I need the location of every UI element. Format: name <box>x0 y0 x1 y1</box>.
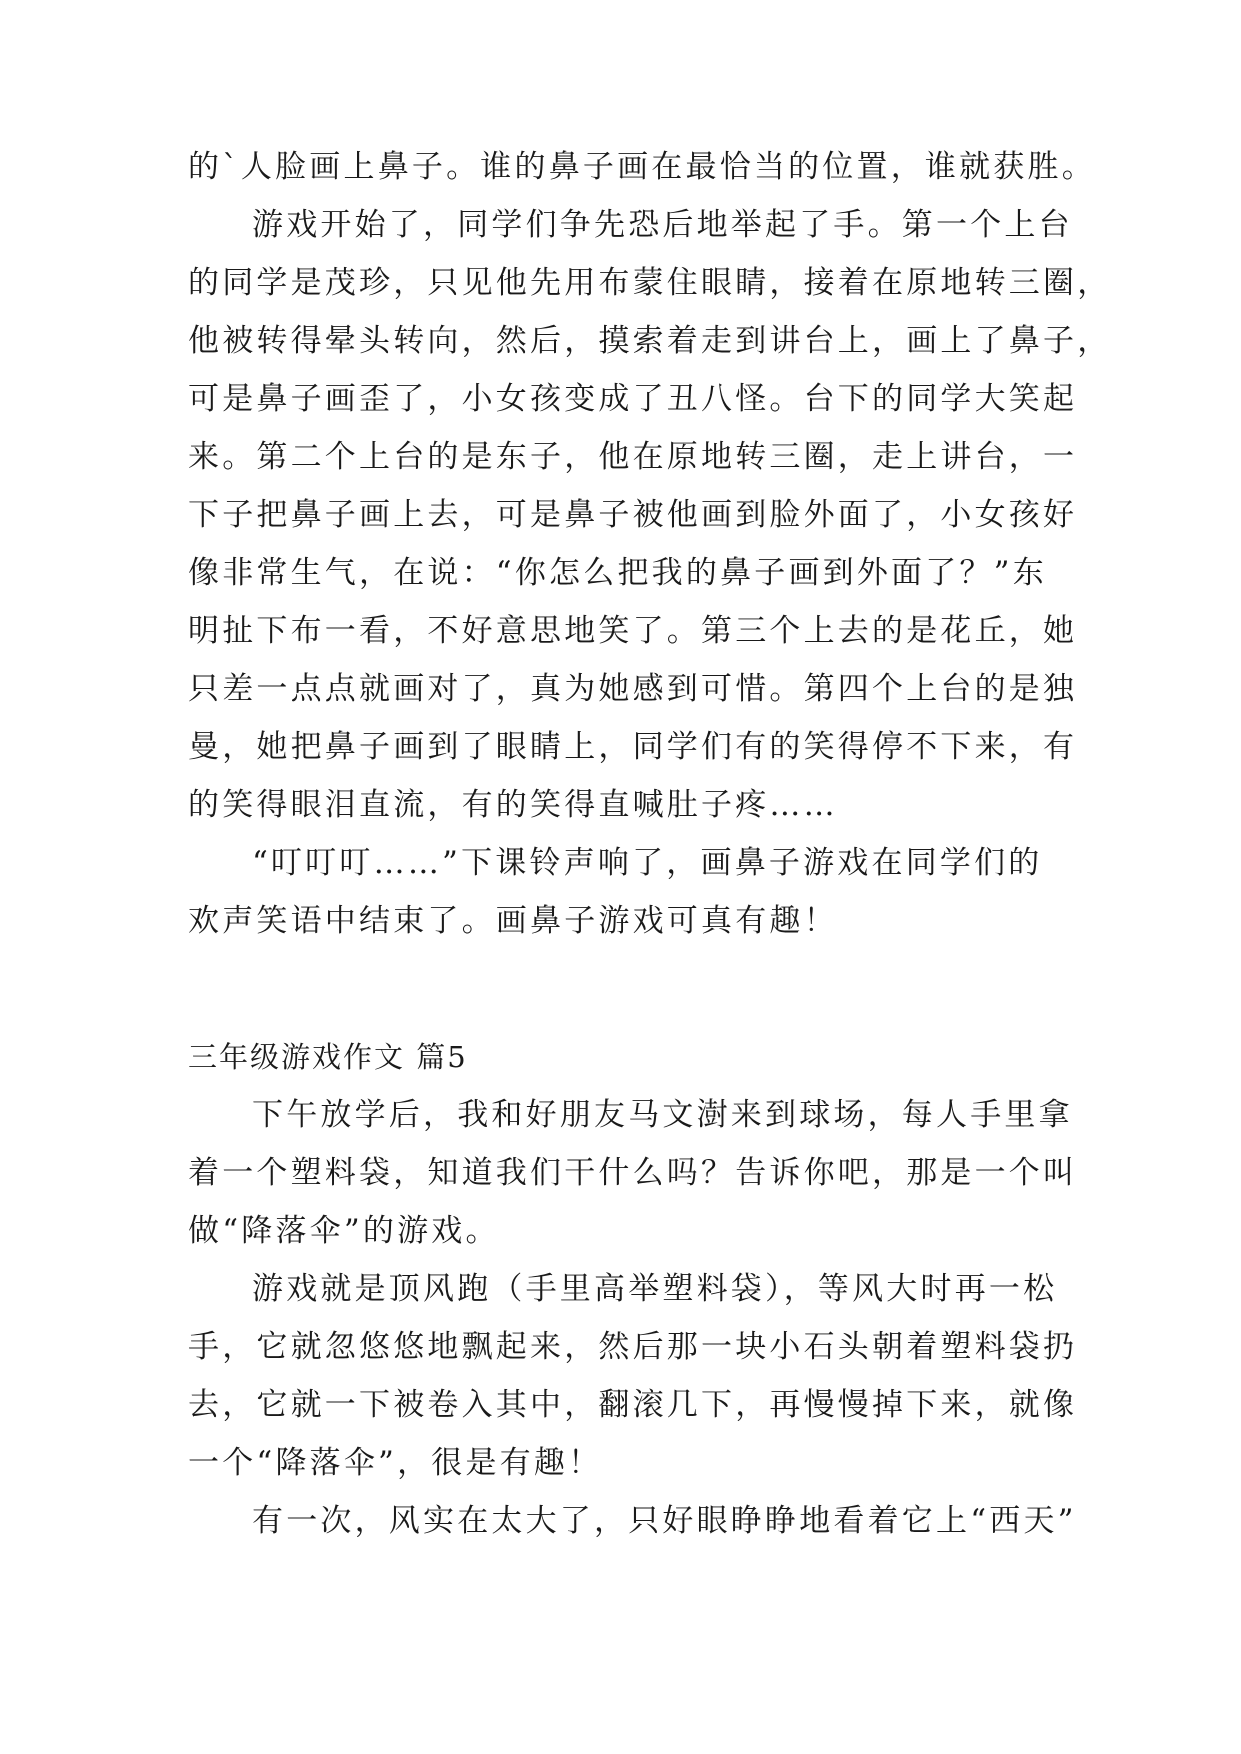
text-line: 只差一点点就画对了，真为她感到可惜。第四个上台的是独 <box>188 671 1078 707</box>
text-line: 像非常生气，在说：“你怎么把我的鼻子画到外面了？”东 <box>188 555 1047 591</box>
essay-section-a <box>188 138 1112 950</box>
essay-section-b <box>188 1086 1078 1550</box>
paragraph-start-line: 有一次，风实在太大了，只好眼睁睁地看着它上“西天” <box>252 1503 1077 1539</box>
paragraph-start-line: “叮叮叮……”下课铃声响了，画鼻子游戏在同学们的 <box>252 845 1043 881</box>
text-line: 去，它就一下被卷入其中，翻滚几下，再慢慢掉下来，就像 <box>188 1387 1078 1423</box>
essay-section-heading-wrap <box>188 1028 1068 1086</box>
text-line: 的笑得眼泪直流，有的笑得直喊肚子疼…… <box>188 787 838 823</box>
paragraph-start-line: 游戏就是顶风跑（手里高举塑料袋），等风大时再一松 <box>252 1271 1058 1307</box>
text-line: 他被转得晕头转向，然后，摸索着走到讲台上，画上了鼻子， <box>188 323 1112 359</box>
text-line: 手，它就忽悠悠地飘起来，然后那一块小石头朝着塑料袋扔 <box>188 1329 1078 1365</box>
text-line: 曼，她把鼻子画到了眼睛上，同学们有的笑得停不下来，有 <box>188 729 1078 765</box>
text-line: 可是鼻子画歪了，小女孩变成了丑八怪。台下的同学大笑起 <box>188 381 1078 417</box>
text-line: 下子把鼻子画上去，可是鼻子被他画到脸外面了，小女孩好 <box>188 497 1078 533</box>
text-line: 明扯下布一看，不好意思地笑了。第三个上去的是花丘，她 <box>188 613 1078 649</box>
text-line: 一个“降落伞”，很是有趣！ <box>188 1445 603 1481</box>
section-heading: 三年级游戏作文 篇5 <box>188 1040 468 1074</box>
paragraph-start-line: 下午放学后，我和好朋友马文澍来到球场，每人手里拿 <box>252 1097 1073 1133</box>
text-line: 来。第二个上台的是东子，他在原地转三圈，走上讲台，一 <box>188 439 1078 475</box>
text-line: 做“降落伞”的游戏。 <box>188 1213 500 1249</box>
paragraph-start-line: 游戏开始了，同学们争先恐后地举起了手。第一个上台 <box>252 207 1073 243</box>
text-line: 的同学是茂珍，只见他先用布蒙住眼睛，接着在原地转三圈， <box>188 265 1112 301</box>
text-line: 着一个塑料袋，知道我们干什么吗？告诉你吧，那是一个叫 <box>188 1155 1078 1191</box>
text-line: 欢声笑语中结束了。画鼻子游戏可真有趣！ <box>188 903 838 939</box>
text-line: 的`人脸画上鼻子。谁的鼻子画在最恰当的位置，谁就获胜。 <box>188 149 1096 185</box>
